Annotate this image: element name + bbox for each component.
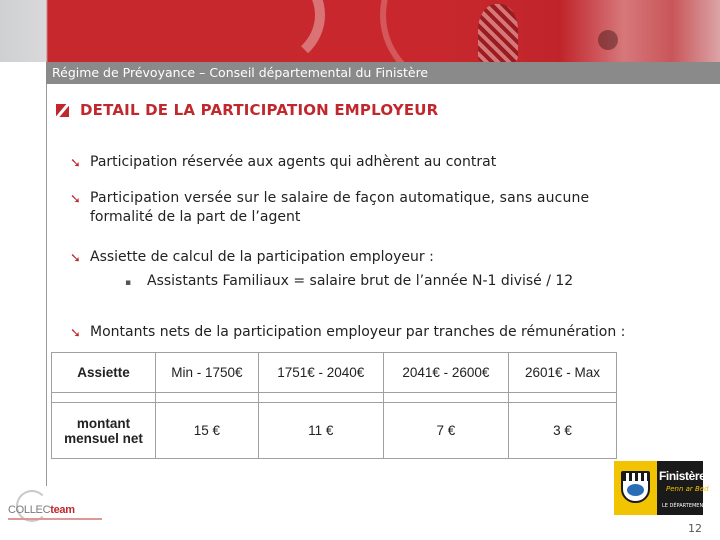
row-label-line: montant xyxy=(76,415,131,431)
bullet-text: Participation versée sur le salaire de façon automatique, sans aucune xyxy=(90,190,590,206)
section-square-icon xyxy=(56,104,69,117)
table-header-row xyxy=(52,353,617,393)
square-bullet-icon: ▪ xyxy=(125,278,132,288)
bullet-text: Montants nets de la participation employeur par tranches de rémunération : xyxy=(90,324,626,340)
header-banner xyxy=(0,0,720,62)
participation-table xyxy=(51,352,617,459)
table-spacer-row xyxy=(52,393,617,403)
table-spacer-cell xyxy=(52,393,156,403)
bullet-text: Participation réservée aux agents qui adhèrent au contrat xyxy=(90,154,497,170)
table-column-header: Min - 1750€ xyxy=(156,353,259,393)
table-spacer-cell xyxy=(156,393,259,403)
banner-photo xyxy=(560,0,720,62)
table-cell: 15 € xyxy=(156,403,259,459)
arrow-bullet-icon: ➘ xyxy=(70,251,81,266)
banner-swoosh xyxy=(205,0,325,62)
table-cell: 11 € xyxy=(258,403,383,459)
collecteam-logo-text xyxy=(8,504,75,516)
table-cell: 3 € xyxy=(508,403,616,459)
finistere-logo-dept: LE DÉPARTEMENT xyxy=(662,503,707,509)
bullet-text-continuation: formalité de la part de l’agent xyxy=(90,209,301,225)
page-number: 12 xyxy=(688,522,702,535)
finistere-logo xyxy=(614,461,709,515)
table-spacer-cell xyxy=(258,393,383,403)
collecteam-logo-part2: team xyxy=(50,504,75,516)
collecteam-logo-part1: COLLEC xyxy=(8,504,51,516)
table-column-header: 2041€ - 2600€ xyxy=(383,353,508,393)
arrow-bullet-icon: ➘ xyxy=(70,192,81,207)
arrow-bullet-icon: ➘ xyxy=(70,156,81,171)
banner-photo-figure xyxy=(478,4,518,62)
table-cell: 7 € xyxy=(383,403,508,459)
banner-photo-figure xyxy=(598,30,618,50)
coat-of-arms-icon xyxy=(621,471,650,503)
table-spacer-cell xyxy=(508,393,616,403)
document-subtitle: Régime de Prévoyance – Conseil départemental du Finistère xyxy=(52,65,429,80)
table-row xyxy=(52,403,617,459)
table-row-label xyxy=(52,403,156,459)
table-column-header: 2601€ - Max xyxy=(508,353,616,393)
table-header-label: Assiette xyxy=(52,353,156,393)
table-spacer-cell xyxy=(383,393,508,403)
finistere-logo-name: Finistère xyxy=(659,469,706,483)
arrow-bullet-icon: ➘ xyxy=(70,326,81,341)
collecteam-logo xyxy=(8,492,98,528)
section-title: DETAIL DE LA PARTICIPATION EMPLOYEUR xyxy=(80,101,439,119)
table-column-header: 1751€ - 2040€ xyxy=(258,353,383,393)
finistere-logo-tagline: Penn ar Bed xyxy=(666,485,709,493)
bullet-text: Assiette de calcul de la participation employeur : xyxy=(90,249,434,265)
row-label-line: mensuel net xyxy=(64,430,143,446)
left-divider xyxy=(46,84,47,486)
collecteam-logo-tagline xyxy=(8,518,102,520)
sub-bullet-text: Assistants Familiaux = salaire brut de l’année N-1 divisé / 12 xyxy=(147,273,574,289)
